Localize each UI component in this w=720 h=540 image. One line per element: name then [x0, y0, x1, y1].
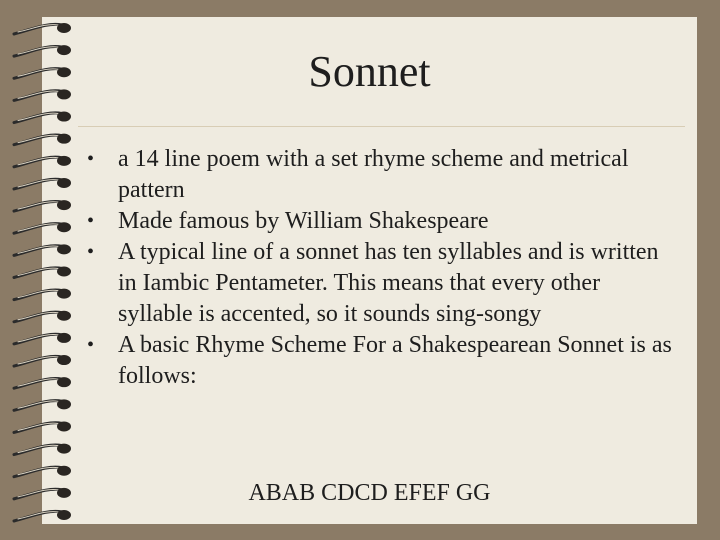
spiral-ring	[14, 466, 71, 477]
bullet-dot: •	[87, 334, 95, 356]
spiral-ring	[14, 289, 71, 300]
bullet-text: a 14 line poem with a set rhyme scheme and metrical pattern	[118, 146, 629, 203]
spiral-ring	[14, 244, 71, 255]
spiral-ring	[14, 377, 71, 388]
bullet-dot: •	[87, 210, 95, 232]
bullet-item	[86, 330, 676, 392]
spiral-ring	[14, 355, 71, 366]
spiral-ring	[14, 510, 71, 521]
spiral-ring	[14, 178, 71, 189]
bullet-dot: •	[87, 148, 95, 170]
slide-title: Sonnet	[308, 47, 431, 96]
bullet-item	[86, 144, 676, 206]
spiral-ring	[14, 444, 71, 455]
spiral-ring	[14, 23, 71, 34]
bullet-dot: •	[87, 241, 95, 263]
spiral-ring	[14, 222, 71, 233]
title-divider	[78, 126, 685, 127]
spiral-ring	[14, 134, 71, 145]
spiral-ring	[14, 311, 71, 322]
bullet-item	[86, 206, 676, 237]
bullet-text: A typical line of a sonnet has ten syllables and is written in Iambic Pentameter. This means that every other syllable is accented, so it sounds sing-songy	[118, 239, 659, 327]
spiral-ring	[14, 156, 71, 167]
spiral-ring	[14, 421, 71, 432]
bullet-text: A basic Rhyme Scheme For a Shakespearean Sonnet is as follows:	[118, 332, 672, 389]
spiral-ring	[14, 267, 71, 278]
bullet-list	[86, 144, 676, 392]
spiral-ring	[14, 333, 71, 344]
spiral-ring	[14, 200, 71, 211]
bullet-item	[86, 237, 676, 330]
bullet-text: Made famous by William Shakespeare	[118, 208, 489, 234]
spiral-ring	[14, 112, 71, 123]
spiral-ring	[14, 399, 71, 410]
rhyme-scheme: ABAB CDCD EFEF GG	[248, 480, 491, 506]
